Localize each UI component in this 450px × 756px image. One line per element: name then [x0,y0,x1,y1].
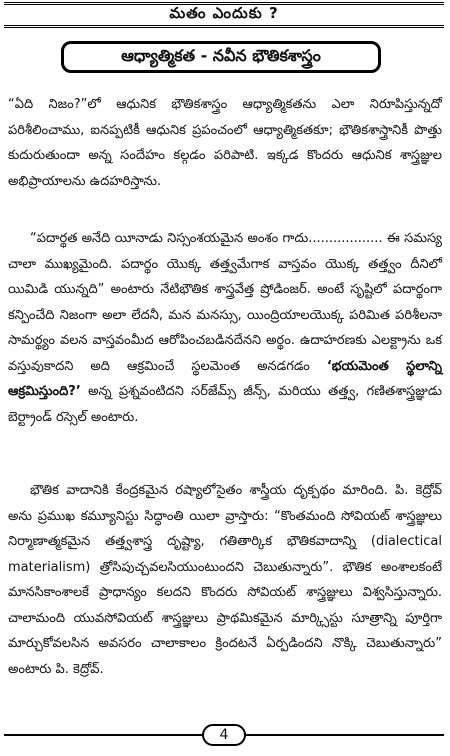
paragraph-1-text: “ఏది నిజం?”లో ఆధునిక భౌతికశాస్త్రం ఆధ్యాత్మికతను ఎలా నిరూపిస్తున్నదో పరిశీలించాము, ఐనప్పటికీ ఆధునిక ప్రపంచంలో ఆధ్యాత్మికతకూ; భౌతికశాస్త్రానికీ పొత్తు కుదురుతుందా అన్న సందేహం కల్గడం పరిపాటి. ఇక్కడ కొందరు ఆధునిక శాస్త్రజ్ఞుల అభిప్రాయాలను ఉదహరిస్తాను. [8,97,442,189]
paragraph-2-part-a: “పదార్థత అనేది యీనాడు నిస్సంశయమైన అంశం గాదు.................. ఈ సమస్య చాలా ముఖ్యమైంది. పదార్థం యొక్క తత్త్వమేగాక వాస్తవం యొక్క తత్త్వం దీనిలో యిమిడి యున్నది” అంటారు నేటిభౌతిక శాస్త్రవేత్త ష్రోడింజర్. అంటే సృష్టిలో పదార్థంగా కన్పించేది నిజంగా అలా లేదనీ, మన మనస్సు, యింద్రియాలయొక్క పరిమిత పరిశీలనా సామర్థ్యం వలన వాస్తవంమీద ఆరోపించబడినదేనని అర్థం. ఉదాహరణకు ఎలక్ట్రాను ఒక వస్తువుకాదని అది ఆక్రమించే స్థలమెంత అనడగడం [8,231,442,374]
section-title-box [61,41,381,73]
paragraph-2 [8,226,442,430]
page-number-text: 4 [219,727,229,743]
paragraph-1 [8,92,442,194]
paragraph-3-text: భౌతిక వాదానికి కేంద్రకమైన రష్యాలోసైతం శాస్త్రీయ దృక్పథం మారింది. పి. కెద్రోవ్ అను ప్రముఖ కమ్యూనిస్టు సిద్ధాంతి యిలా వ్రాస్తారు: “కొంతమంది సోవియట్ శాస్త్రజ్ఞులు నిర్మాణాత్మకమైన తత్త్వశాస్త్ర దృష్ట్యా, గతితార్కిక భౌతికవాదాన్ని (dialectical materialism) త్రోసిపుచ్చవలసియుంటుందని చెబుతున్నారు”. భౌతిక అంశాలకంటే మానసికాంశాలకే ప్రాధాన్యం కలదని కొందరు సోవియట్ శాస్త్రజ్ఞులు విశ్వసిస్తున్నారు. చాలామంది యువసోవియట్ శాస్త్రజ్ఞులు ప్రాథమికమైన మార్క్సిస్టు సూత్రాన్ని పూర్తిగా మార్చుకోవలసిన అవసరం చాలాకాలం క్రిందటనే ఏర్పడిందని నొక్కి చెబుతున్నారు” అంటారు పి. కెద్రోవ్. [8,483,442,677]
running-header [4,2,444,28]
paragraph-3 [8,478,442,682]
paragraph-2-text [8,226,442,430]
paragraph-2-bold-quote: ‘భయమెంత స్థలాన్ని ఆక్రమిస్తుంది?’ [8,358,442,399]
page-number [202,724,246,746]
section-title: ఆధ్యాత్మికత - నవీన భౌతికశాస్త్రం [121,45,321,65]
header-title: మతం ఎందుకు ? [169,4,279,22]
paragraph-2-part-c: అన్న ప్రశ్నవంటిదని సర్‌జేమ్స్ జీన్స్, మరియు తత్త్వ, గణితశాస్త్రజ్ఞుడు బెర్ట్రాండ్ రస్సెల్ అంటారు. [8,384,442,425]
